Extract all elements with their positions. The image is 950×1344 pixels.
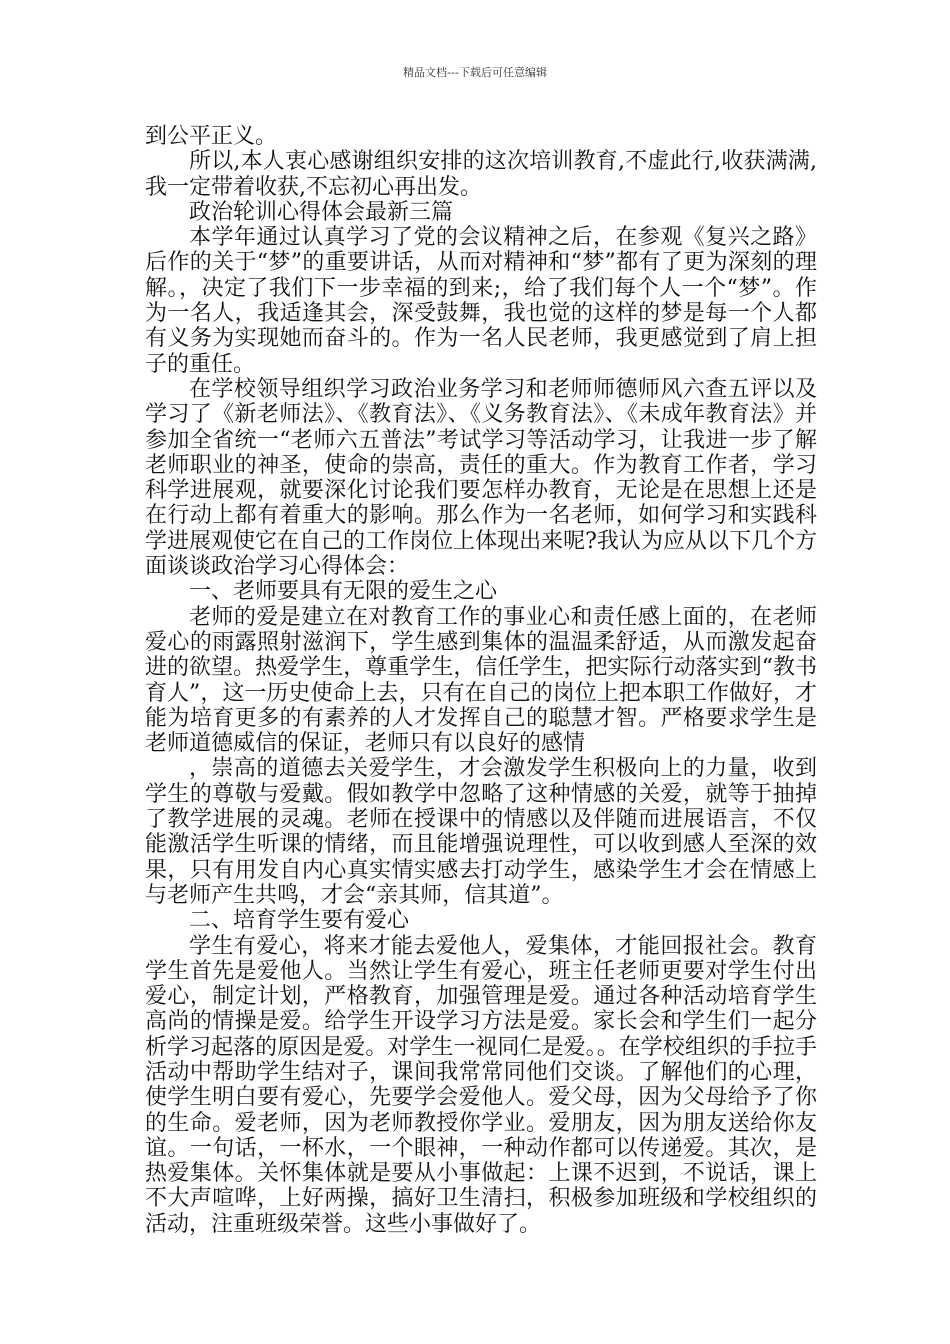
document-body (145, 124, 817, 1237)
paragraph-7: 学生有爱心，将来才能去爱他人，爱集体，才能回报社会。教育学生首先是爱他人。当然让学生有爱心，班主任老师更要对学生付出爱心，制定计划，严格教育，加强管理是爱。通过各种活动培育学生高尚的情操是爱。给学生开设学习方法是爱。家长会和学生们一起分析学习起落的原因是爱。对学生一视同仁是爱。。在学校组织的手拉手活动中帮助学生结对子，课间我常常同他们交谈。了解他们的心理，使学生明白要有爱心，先要学会爱他人。爱父母，因为父母给予了你的生命。爱老师，因为老师教授你学业。爱朋友，因为朋友送给你友谊。一句话，一杯水，一个眼神，一种动作都可以传递爱。其次，是热爱集体。关怀集体就是要从小事做起：上课不迟到，不说话，课上不大声喧哗，上好两操，搞好卫生清扫，积极参加班级和学校组织的活动，注重班级荣誉。这些小事做好了。 (145, 933, 817, 1237)
section-title: 政治轮训心得体会最新三篇 (189, 199, 454, 225)
paragraph-5: 老师的爱是建立在对教育工作的事业心和责任感上面的，在老师爱心的雨露照射滋润下，学生感到集体的温温柔舒适，从而激发起奋进的欲望。热爱学生，尊重学生，信任学生，把实际行动落实到“教书育人”，这一历史使命上去，只有在自己的岗位上把本职工作做好，才能为培育更多的有素养的人才发挥自己的聪慧才智。严格要求学生是老师道德威信的保证，老师只有以良好的感情 (145, 604, 817, 757)
page-header: 精品文档---下载后可任意编辑 (403, 66, 547, 79)
paragraph-4: 在学校领导组织学习政治业务学习和老师师德师风六查五评以及学习了《新老师法》、《教育法》、《义务教育法》、《未成年教育法》并参加全省统一“老师六五普法”考试学习等活动学习，让我进一步了解老师职业的神圣，使命的崇高，责任的重大。作为教育工作者，学习科学进展观，就要深化讨论我们要怎样办教育，无论是在思想上还是在行动上都有着重大的影响。那么作为一名老师，如何学习和实践科学进展观使它在自己的工作岗位上体现出来呢?我认为应从以下几个方面谈谈政治学习心得体会： (145, 376, 817, 580)
paragraph-3: 本学年通过认真学习了党的会议精神之后，在参观《复兴之路》后作的关于“梦”的重要讲话，从而对精神和“梦”都有了更为深刻的理解。，决定了我们下一步幸福的到来;，给了我们每个人一个“梦”。作为一名人，我适逢其会，深受鼓舞，我也觉的这样的梦是每一个人都有义务为实现她而奋斗的。作为一名人民老师，我更感觉到了肩上担子的重任。 (145, 225, 817, 377)
paragraph-6: ，崇高的道德去关爱学生，才会激发学生积极向上的力量，收到学生的尊敬与爱戴。假如教学中忽略了这种情感的关爱，就等于抽掉了教学进展的灵魂。老师在授课中的情感以及伴随而进展语言，不仅能激活学生听课的情绪，而且能增强说理性，可以收到感人至深的效果，只有用发自内心真实情实感去打动学生，感染学生才会在情感上与老师产生共鸣，才会“亲其师，信其道”。 (145, 756, 817, 908)
paragraph-1: 到公平正义。 (145, 124, 278, 149)
paragraph-2: 所以,本人衷心感谢组织安排的这次培训教育,不虚此行,收获满满,我一定带着收获,不忘初心再出发。 (145, 149, 817, 200)
subheading-2: 二、培育学生要有爱心 (189, 908, 410, 934)
subheading-1: 一、老师要具有无限的爱生之心 (189, 579, 498, 605)
